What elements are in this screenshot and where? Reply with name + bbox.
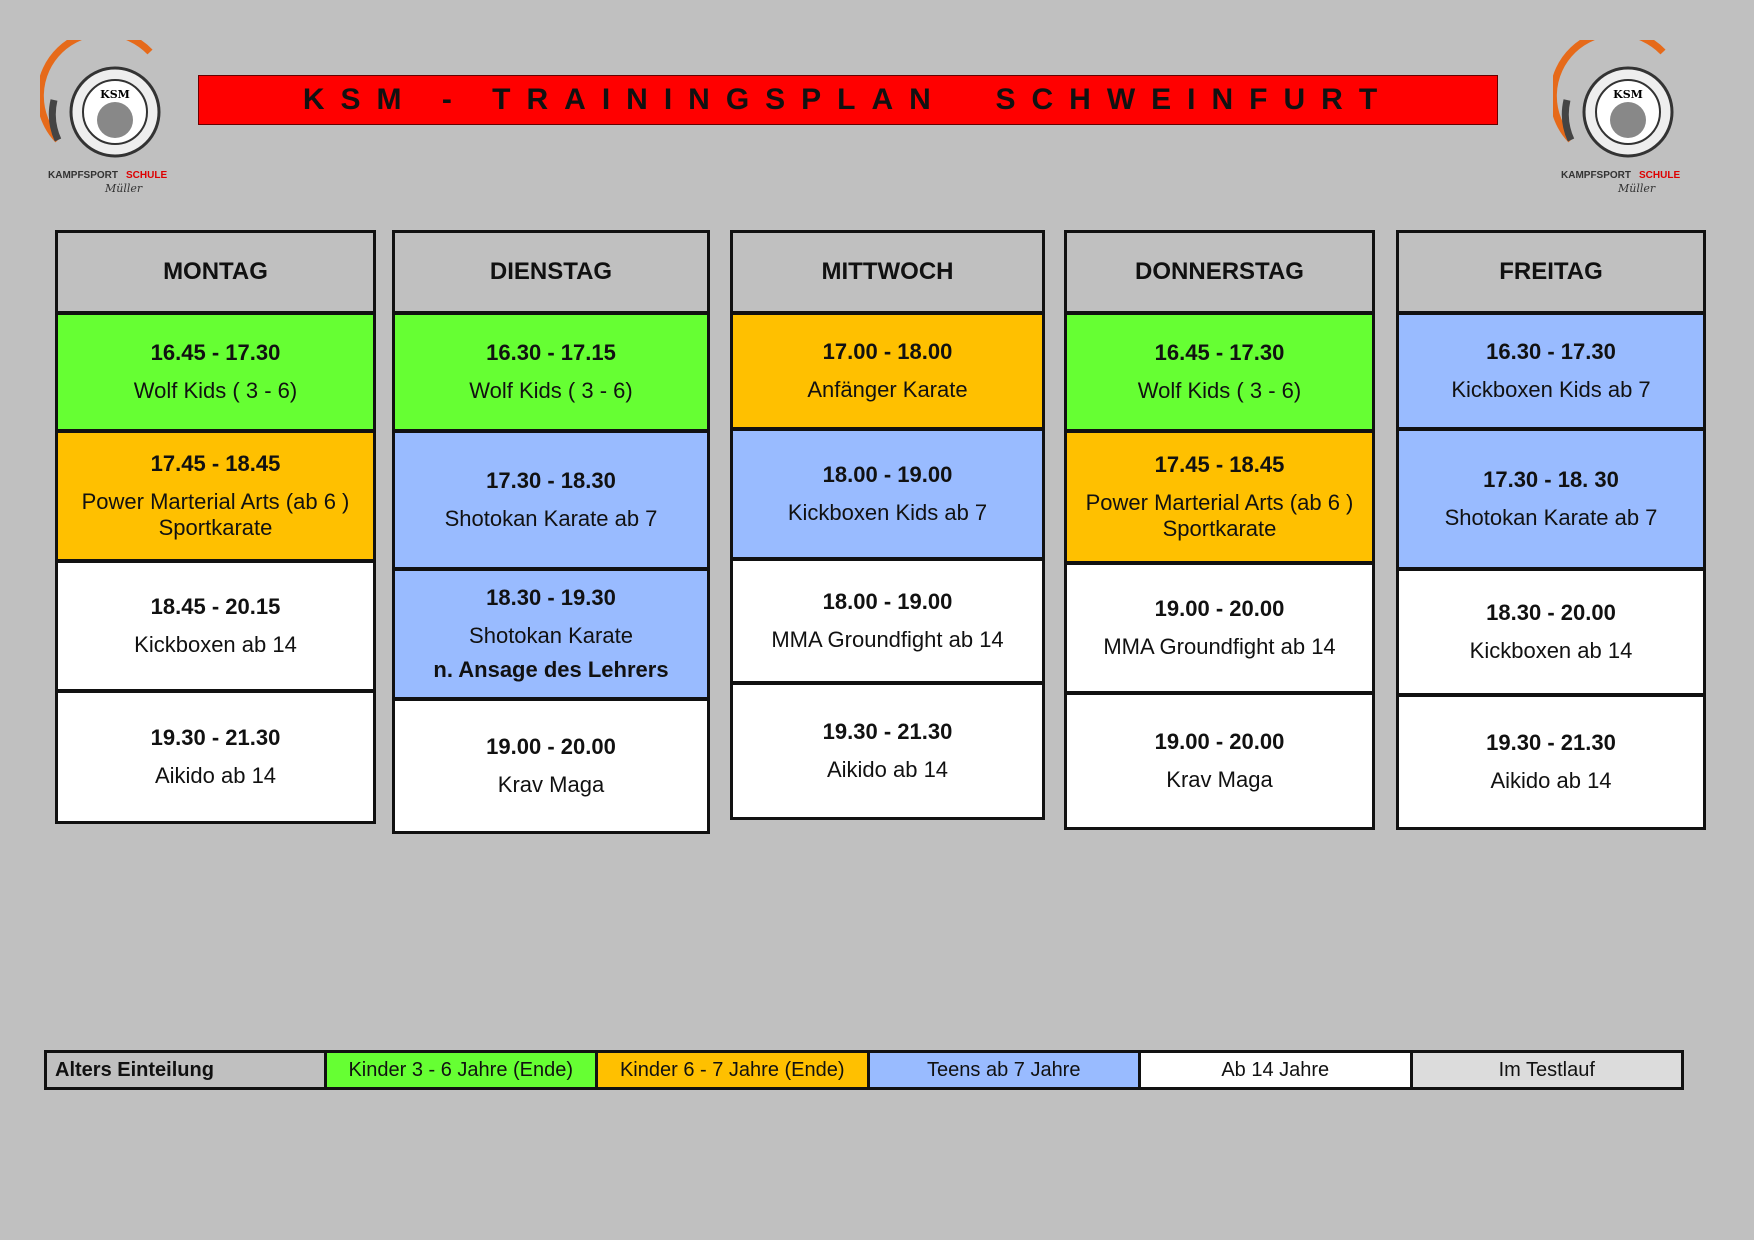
slot-class-name: Kickboxen ab 14 (1469, 638, 1633, 663)
slot-time: 18.00 - 19.00 (822, 462, 953, 487)
slot-class-name: Kickboxen Kids ab 7 (1451, 377, 1651, 402)
slot-time: 16.30 - 17.15 (486, 340, 616, 365)
legend-14-plus: Ab 14 Jahre (1141, 1053, 1410, 1087)
slot-time: 19.30 - 21.30 (1486, 730, 1616, 755)
training-slot (1067, 695, 1372, 827)
legend-kids-3-6: Kinder 3 - 6 Jahre (Ende) (327, 1053, 596, 1087)
slot-time: 17.30 - 18.30 (486, 468, 616, 493)
day-header: MONTAG (58, 233, 373, 311)
training-slot (58, 693, 373, 821)
slot-class-name: Wolf Kids ( 3 - 6) (133, 378, 298, 403)
logo-badge: KSM (1613, 88, 1643, 101)
day-column-montag (55, 230, 376, 824)
training-slot (733, 685, 1042, 817)
slot-time: 19.30 - 21.30 (150, 725, 281, 750)
slot-time: 19.30 - 21.30 (822, 719, 953, 744)
logo-signature: Müller (105, 182, 143, 195)
training-slot (733, 431, 1042, 557)
slot-time: 17.45 - 18.45 (1154, 452, 1285, 477)
slot-time: 18.30 - 20.00 (1486, 600, 1616, 625)
day-column-freitag (1396, 230, 1706, 830)
training-slot (1399, 571, 1703, 693)
slot-class-name: MMA Groundfight ab 14 (771, 627, 1004, 652)
training-slot (1399, 697, 1703, 827)
ksm-logo-right (1553, 40, 1703, 200)
training-slot (1399, 431, 1703, 567)
training-slot (395, 433, 707, 567)
slot-class-name: Aikido ab 14 (1490, 768, 1612, 793)
training-slot (1067, 565, 1372, 691)
slot-class-name: Wolf Kids ( 3 - 6) (1137, 378, 1302, 403)
slot-time: 16.45 - 17.30 (1154, 340, 1285, 365)
slot-time: 17.30 - 18. 30 (1483, 467, 1619, 492)
logo-badge: KSM (100, 88, 130, 101)
slot-class-name: n. Ansage des Lehrers (433, 657, 669, 682)
day-header: DIENSTAG (395, 233, 707, 311)
slot-time: 18.00 - 19.00 (822, 589, 953, 614)
logo-signature: Müller (1618, 182, 1656, 195)
slot-time: 19.00 - 20.00 (486, 734, 616, 759)
slot-time: 19.00 - 20.00 (1154, 596, 1285, 621)
slot-time: 17.45 - 18.45 (150, 451, 281, 476)
training-slot (58, 315, 373, 429)
age-legend (44, 1050, 1684, 1090)
day-header: FREITAG (1399, 233, 1703, 311)
slot-class-name: Shotokan Karate ab 7 (1444, 505, 1658, 530)
training-slot (1399, 315, 1703, 427)
slot-class-name: Shotokan Karate (469, 623, 633, 648)
day-column-donnerstag (1064, 230, 1375, 830)
slot-class-name: Kickboxen ab 14 (134, 632, 297, 657)
training-slot (395, 571, 707, 697)
logo-brand-a: KAMPFSPORT (48, 170, 118, 181)
slot-class-name: Krav Maga (497, 772, 605, 797)
page-title: KSM - TRAININGSPLAN SCHWEINFURT (198, 75, 1498, 125)
slot-time: 16.45 - 17.30 (150, 340, 281, 365)
slot-class-name: MMA Groundfight ab 14 (1103, 634, 1336, 659)
day-header: DONNERSTAG (1067, 233, 1372, 311)
slot-class-name: Sportkarate (158, 515, 273, 540)
slot-class-name: Sportkarate (1162, 516, 1277, 541)
day-column-dienstag (392, 230, 710, 834)
legend-testlauf: Im Testlauf (1413, 1053, 1682, 1087)
day-header: MITTWOCH (733, 233, 1042, 311)
slot-class-name: Aikido ab 14 (826, 757, 949, 782)
slot-time: 19.00 - 20.00 (1154, 729, 1285, 754)
day-column-mittwoch (730, 230, 1045, 820)
legend-teens: Teens ab 7 Jahre (870, 1053, 1139, 1087)
training-slot (58, 433, 373, 559)
slot-class-name: Wolf Kids ( 3 - 6) (469, 378, 633, 403)
slot-time: 16.30 - 17.30 (1486, 339, 1616, 364)
training-slot (395, 701, 707, 831)
slot-time: 18.45 - 20.15 (150, 594, 281, 619)
legend-label: Alters Einteilung (47, 1053, 324, 1087)
logo-brand-b: SCHULE (1639, 170, 1681, 181)
slot-class-name: Anfänger Karate (807, 377, 968, 402)
logo-brand-b: SCHULE (126, 170, 168, 181)
training-slot (1067, 433, 1372, 561)
training-slot (733, 315, 1042, 427)
slot-class-name: Shotokan Karate ab 7 (444, 506, 658, 531)
slot-class-name: Krav Maga (1166, 767, 1273, 792)
ksm-logo-left (40, 40, 190, 200)
training-slot (733, 561, 1042, 681)
slot-class-name: Power Marterial Arts (ab 6 ) (1085, 490, 1354, 515)
slot-class-name: Aikido ab 14 (154, 763, 277, 788)
training-slot (58, 563, 373, 689)
logo-brand-a: KAMPFSPORT (1561, 170, 1631, 181)
slot-time: 17.00 - 18.00 (822, 339, 953, 364)
training-slot (1067, 315, 1372, 429)
legend-kids-6-7: Kinder 6 - 7 Jahre (Ende) (598, 1053, 867, 1087)
slot-time: 18.30 - 19.30 (486, 585, 616, 610)
slot-class-name: Kickboxen Kids ab 7 (787, 500, 988, 525)
slot-class-name: Power Marterial Arts (ab 6 ) (81, 489, 350, 514)
training-slot (395, 315, 707, 429)
